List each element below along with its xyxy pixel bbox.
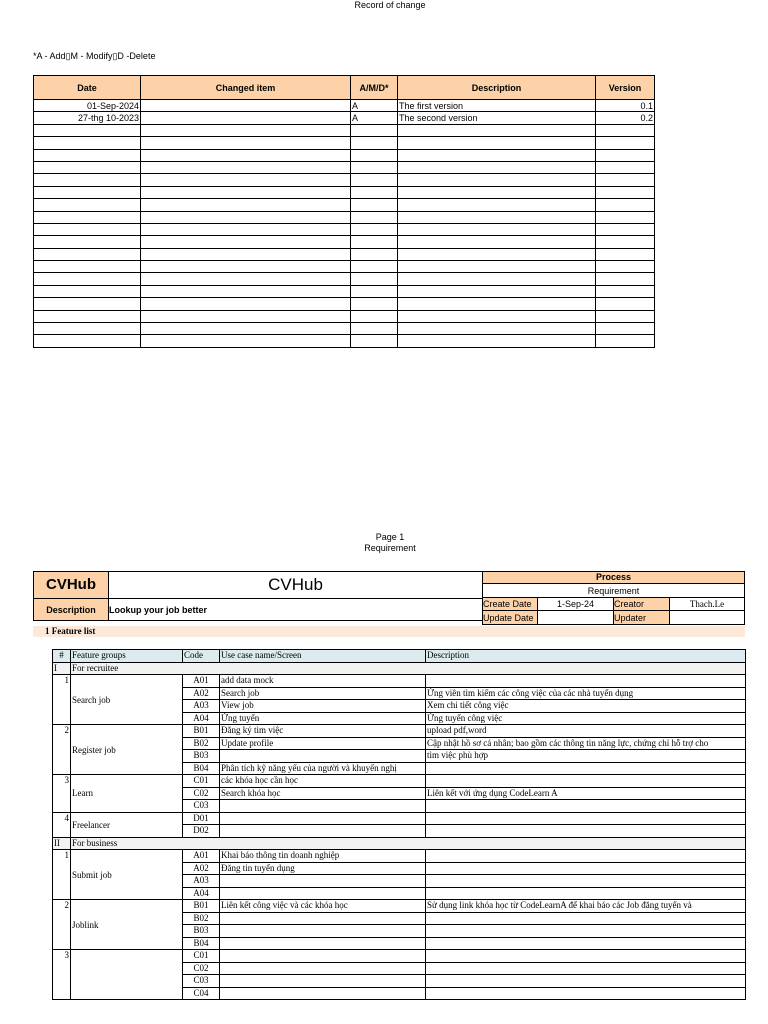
- feature-use-case: [220, 962, 426, 975]
- roc-empty-cell: [398, 335, 596, 347]
- logo-text: CVHub: [46, 576, 96, 593]
- roc-empty-cell: [141, 335, 351, 347]
- roc-cell-date: 01-Sep-2024: [34, 100, 141, 112]
- feature-description: [426, 950, 746, 963]
- roc-empty-row: [34, 323, 655, 335]
- feature-use-case: [220, 950, 426, 963]
- group-num: I: [53, 662, 71, 675]
- roc-empty-cell: [351, 285, 398, 297]
- roc-cell-desc: The second version: [398, 112, 596, 124]
- roc-empty-cell: [398, 223, 596, 235]
- roc-col-date: Date: [34, 76, 141, 100]
- feat-col-desc: Description: [426, 650, 746, 663]
- feature-group: Learn: [71, 775, 183, 813]
- page-title: CVHub: [268, 575, 323, 594]
- feature-group: Joblink: [71, 900, 183, 950]
- feature-description: [426, 850, 746, 863]
- roc-empty-cell: [34, 186, 141, 198]
- roc-empty-cell: [351, 335, 398, 347]
- roc-empty-cell: [351, 273, 398, 285]
- roc-cell-amd: A: [351, 100, 398, 112]
- roc-empty-row: [34, 223, 655, 235]
- roc-empty-cell: [141, 261, 351, 273]
- roc-empty-cell: [398, 310, 596, 322]
- feature-use-case: [220, 937, 426, 950]
- sheet-name: Requirement: [364, 543, 416, 553]
- feature-list-title: 1 Feature list: [45, 626, 96, 636]
- roc-empty-cell: [596, 273, 655, 285]
- roc-empty-cell: [398, 285, 596, 297]
- roc-empty-row: [34, 335, 655, 347]
- roc-empty-cell: [596, 137, 655, 149]
- feature-use-case: Ứng tuyển: [220, 712, 426, 725]
- roc-empty-row: [34, 310, 655, 322]
- roc-empty-cell: [351, 174, 398, 186]
- roc-empty-cell: [398, 174, 596, 186]
- roc-empty-cell: [141, 161, 351, 173]
- roc-empty-cell: [398, 161, 596, 173]
- feature-code: A01: [183, 850, 220, 863]
- create-date-label-cell: [482, 597, 538, 611]
- roc-cell-desc: The first version: [398, 100, 596, 112]
- feature-use-case: View job: [220, 700, 426, 713]
- feature-num: 4: [53, 812, 71, 837]
- roc-empty-cell: [351, 248, 398, 260]
- feature-description: [426, 925, 746, 938]
- feature-description: [426, 825, 746, 838]
- feature-code: C03: [183, 975, 220, 988]
- feature-use-case: [220, 925, 426, 938]
- feature-code: C01: [183, 950, 220, 963]
- roc-empty-cell: [596, 186, 655, 198]
- update-date-value-cell: [537, 610, 614, 625]
- process-value: Requirement: [587, 586, 640, 596]
- feature-use-case: [220, 875, 426, 888]
- feature-description: [426, 975, 746, 988]
- roc-empty-cell: [596, 161, 655, 173]
- feature-group: Register job: [71, 725, 183, 775]
- roc-empty-row: [34, 236, 655, 248]
- creator-label-cell: [613, 597, 670, 611]
- roc-empty-row: [34, 161, 655, 173]
- roc-empty-cell: [398, 236, 596, 248]
- roc-empty-row: [34, 285, 655, 297]
- roc-empty-cell: [351, 124, 398, 136]
- roc-cell-item: [141, 100, 351, 112]
- roc-cell-version: 0.1: [596, 100, 655, 112]
- feature-description: [426, 812, 746, 825]
- roc-empty-cell: [398, 298, 596, 310]
- feature-description: Ứng tuyển công việc: [426, 712, 746, 725]
- feature-use-case: [220, 800, 426, 813]
- feature-description: [426, 762, 746, 775]
- create-date-value: 1-Sep-24: [556, 599, 595, 609]
- feature-description: Xem chi tiết công việc: [426, 700, 746, 713]
- feature-use-case: [220, 750, 426, 763]
- roc-empty-row: [34, 273, 655, 285]
- roc-empty-cell: [596, 261, 655, 273]
- roc-title: Record of change: [354, 0, 426, 10]
- roc-empty-cell: [34, 199, 141, 211]
- feature-use-case: Update profile: [220, 737, 426, 750]
- roc-col-version: Version: [596, 76, 655, 100]
- roc-empty-row: [34, 186, 655, 198]
- roc-empty-cell: [596, 124, 655, 136]
- feature-list-band: [33, 626, 745, 637]
- feature-code: B04: [183, 937, 220, 950]
- feature-description: [426, 887, 746, 900]
- roc-empty-cell: [398, 149, 596, 161]
- roc-empty-cell: [34, 248, 141, 260]
- title-cell: [108, 571, 483, 599]
- feature-code: C02: [183, 962, 220, 975]
- feature-description: [426, 775, 746, 788]
- roc-empty-cell: [398, 186, 596, 198]
- feature-use-case: [220, 912, 426, 925]
- logo-cell: [33, 571, 109, 599]
- roc-cell-date: 27-thg 10-2023: [34, 112, 141, 124]
- roc-empty-cell: [596, 199, 655, 211]
- feature-code: A04: [183, 712, 220, 725]
- feature-code: A01: [183, 675, 220, 688]
- feature-num: 2: [53, 900, 71, 950]
- feature-code: A03: [183, 700, 220, 713]
- feature-code: B01: [183, 725, 220, 738]
- roc-empty-cell: [351, 161, 398, 173]
- roc-empty-cell: [351, 137, 398, 149]
- roc-empty-row: [34, 137, 655, 149]
- roc-empty-cell: [596, 298, 655, 310]
- roc-empty-cell: [596, 285, 655, 297]
- feature-num: 3: [53, 950, 71, 1000]
- roc-empty-cell: [34, 137, 141, 149]
- process-label: Process: [595, 572, 632, 582]
- description-label: Description: [46, 605, 96, 615]
- feature-description: [426, 875, 746, 888]
- roc-empty-cell: [141, 137, 351, 149]
- creator-value-cell: [669, 597, 745, 611]
- feature-use-case: add data mock: [220, 675, 426, 688]
- feature-use-case: Khai báo thông tin doanh nghiệp: [220, 850, 426, 863]
- feature-code: A03: [183, 875, 220, 888]
- roc-empty-cell: [141, 248, 351, 260]
- roc-empty-cell: [141, 124, 351, 136]
- roc-empty-cell: [34, 236, 141, 248]
- roc-empty-cell: [398, 137, 596, 149]
- roc-col-changed-item: Changed item: [141, 76, 351, 100]
- roc-empty-cell: [34, 323, 141, 335]
- feature-row: [53, 900, 746, 913]
- feature-code: C03: [183, 800, 220, 813]
- roc-empty-cell: [398, 261, 596, 273]
- feature-use-case: [220, 887, 426, 900]
- roc-empty-cell: [596, 236, 655, 248]
- roc-empty-cell: [351, 223, 398, 235]
- roc-empty-cell: [351, 298, 398, 310]
- roc-empty-cell: [398, 199, 596, 211]
- feature-description: [426, 962, 746, 975]
- description-value: Lookup your job better: [109, 605, 207, 615]
- updater-label-cell: [613, 610, 670, 625]
- feature-use-case: các khóa học cần học: [220, 775, 426, 788]
- roc-empty-cell: [141, 186, 351, 198]
- roc-empty-cell: [398, 211, 596, 223]
- updater-label: Updater: [614, 613, 647, 623]
- group-label: For recruitee: [71, 662, 746, 675]
- roc-empty-cell: [398, 248, 596, 260]
- roc-empty-cell: [351, 186, 398, 198]
- create-date-value-cell: [537, 597, 614, 611]
- roc-empty-cell: [596, 174, 655, 186]
- feature-description: tìm việc phù hợp: [426, 750, 746, 763]
- feat-col-num: #: [53, 650, 71, 663]
- roc-empty-cell: [398, 323, 596, 335]
- page-number: Page 1: [375, 532, 405, 542]
- roc-empty-cell: [34, 273, 141, 285]
- roc-empty-cell: [351, 323, 398, 335]
- feature-description: [426, 800, 746, 813]
- feature-use-case: [220, 987, 426, 1000]
- roc-empty-cell: [398, 124, 596, 136]
- feature-group: [71, 950, 183, 1000]
- feature-code: B04: [183, 762, 220, 775]
- feature-code: D01: [183, 812, 220, 825]
- roc-empty-row: [34, 149, 655, 161]
- roc-empty-row: [34, 174, 655, 186]
- roc-legend: *A - Add▯M - Modify▯D -Delete: [33, 51, 156, 61]
- description-value-cell: [108, 598, 483, 621]
- roc-empty-cell: [34, 261, 141, 273]
- record-of-change-table: [33, 75, 655, 348]
- feature-group-row: [53, 662, 746, 675]
- roc-empty-cell: [351, 199, 398, 211]
- roc-empty-cell: [596, 323, 655, 335]
- feature-description: Sử dụng link khóa học từ CodeLearnA để khai báo các Job đăng tuyển và: [426, 900, 746, 913]
- roc-empty-cell: [351, 261, 398, 273]
- feature-row: [53, 725, 746, 738]
- feature-description: Ứng viên tìm kiếm các công việc của các nhà tuyển dụng: [426, 687, 746, 700]
- roc-empty-cell: [596, 335, 655, 347]
- roc-empty-row: [34, 124, 655, 136]
- feature-code: B02: [183, 737, 220, 750]
- feature-description: Cập nhật hồ sơ cá nhân; bao gồm các thông tin năng lực, chứng chỉ hỗ trợ cho: [426, 737, 746, 750]
- roc-col-description: Description: [398, 76, 596, 100]
- feature-use-case: Đăng tin tuyển dụng: [220, 862, 426, 875]
- feature-row: [53, 675, 746, 688]
- roc-empty-cell: [34, 149, 141, 161]
- feature-use-case: Liên kết công việc và các khóa học: [220, 900, 426, 913]
- roc-empty-cell: [141, 310, 351, 322]
- roc-empty-cell: [351, 310, 398, 322]
- roc-empty-cell: [351, 236, 398, 248]
- roc-empty-cell: [34, 223, 141, 235]
- roc-cell-item: [141, 112, 351, 124]
- create-date-label: Create Date: [483, 599, 532, 609]
- group-label: For business: [71, 837, 746, 850]
- roc-empty-row: [34, 199, 655, 211]
- roc-empty-cell: [141, 298, 351, 310]
- roc-empty-cell: [398, 273, 596, 285]
- feature-description: [426, 987, 746, 1000]
- feat-col-group: Feature groups: [71, 650, 183, 663]
- roc-empty-cell: [141, 174, 351, 186]
- roc-empty-row: [34, 261, 655, 273]
- roc-empty-cell: [34, 335, 141, 347]
- roc-empty-cell: [141, 273, 351, 285]
- updater-value-cell: [669, 610, 745, 625]
- roc-empty-row: [34, 211, 655, 223]
- feature-use-case: [220, 825, 426, 838]
- roc-empty-cell: [596, 211, 655, 223]
- feature-code: C01: [183, 775, 220, 788]
- roc-empty-cell: [596, 310, 655, 322]
- feature-row: [53, 812, 746, 825]
- roc-empty-row: [34, 298, 655, 310]
- roc-empty-cell: [141, 199, 351, 211]
- feature-use-case: Phân tích kỹ năng yếu của người và khuyến nghị: [220, 762, 426, 775]
- group-num: II: [53, 837, 71, 850]
- feat-col-code: Code: [183, 650, 220, 663]
- feature-table: [52, 649, 746, 1000]
- roc-empty-cell: [141, 285, 351, 297]
- feature-code: B01: [183, 900, 220, 913]
- feature-description: upload pdf,word: [426, 725, 746, 738]
- roc-row: [34, 112, 655, 124]
- feature-group-row: [53, 837, 746, 850]
- feature-header-row: [53, 650, 746, 663]
- process-value-cell: [482, 583, 745, 598]
- feature-code: A04: [183, 887, 220, 900]
- feature-code: C04: [183, 987, 220, 1000]
- roc-empty-cell: [141, 236, 351, 248]
- feature-num: 3: [53, 775, 71, 813]
- creator-value: Thach.Le: [689, 599, 725, 609]
- feature-description: [426, 675, 746, 688]
- feature-code: B03: [183, 925, 220, 938]
- feature-description: [426, 912, 746, 925]
- creator-label: Creator: [614, 599, 645, 609]
- description-label-cell: [33, 598, 109, 621]
- feature-group: Submit job: [71, 850, 183, 900]
- roc-empty-cell: [351, 149, 398, 161]
- feature-code: C02: [183, 787, 220, 800]
- feature-code: A02: [183, 687, 220, 700]
- feature-use-case: [220, 975, 426, 988]
- feature-num: 1: [53, 675, 71, 725]
- roc-empty-cell: [141, 149, 351, 161]
- roc-empty-cell: [34, 174, 141, 186]
- feature-code: A02: [183, 862, 220, 875]
- roc-empty-cell: [141, 323, 351, 335]
- roc-col-amd: A/M/D*: [351, 76, 398, 100]
- feature-row: [53, 850, 746, 863]
- feature-use-case: [220, 812, 426, 825]
- roc-cell-amd: A: [351, 112, 398, 124]
- feature-group: Freelancer: [71, 812, 183, 837]
- roc-empty-cell: [141, 223, 351, 235]
- roc-empty-cell: [596, 223, 655, 235]
- feature-group: Search job: [71, 675, 183, 725]
- feature-description: [426, 862, 746, 875]
- roc-empty-cell: [596, 248, 655, 260]
- roc-empty-cell: [351, 211, 398, 223]
- roc-empty-cell: [34, 124, 141, 136]
- feature-num: 1: [53, 850, 71, 900]
- feature-description: Liên kết với ứng dụng CodeLearn A: [426, 787, 746, 800]
- feature-num: 2: [53, 725, 71, 775]
- roc-empty-cell: [34, 285, 141, 297]
- feature-code: B03: [183, 750, 220, 763]
- roc-empty-cell: [596, 149, 655, 161]
- feature-row: [53, 950, 746, 963]
- feature-use-case: Đăng ký tìm việc: [220, 725, 426, 738]
- roc-empty-cell: [34, 310, 141, 322]
- roc-empty-cell: [141, 211, 351, 223]
- feat-col-name: Use case name/Screen: [220, 650, 426, 663]
- update-date-label-cell: [482, 610, 538, 625]
- roc-header-row: [34, 76, 655, 100]
- roc-empty-row: [34, 248, 655, 260]
- roc-cell-version: 0.2: [596, 112, 655, 124]
- roc-empty-cell: [34, 298, 141, 310]
- feature-row: [53, 775, 746, 788]
- feature-code: D02: [183, 825, 220, 838]
- roc-row: [34, 100, 655, 112]
- feature-use-case: Search job: [220, 687, 426, 700]
- roc-empty-cell: [34, 161, 141, 173]
- roc-empty-cell: [34, 211, 141, 223]
- feature-description: [426, 937, 746, 950]
- update-date-label: Update Date: [483, 613, 534, 623]
- feature-use-case: Search khóa học: [220, 787, 426, 800]
- feature-code: B02: [183, 912, 220, 925]
